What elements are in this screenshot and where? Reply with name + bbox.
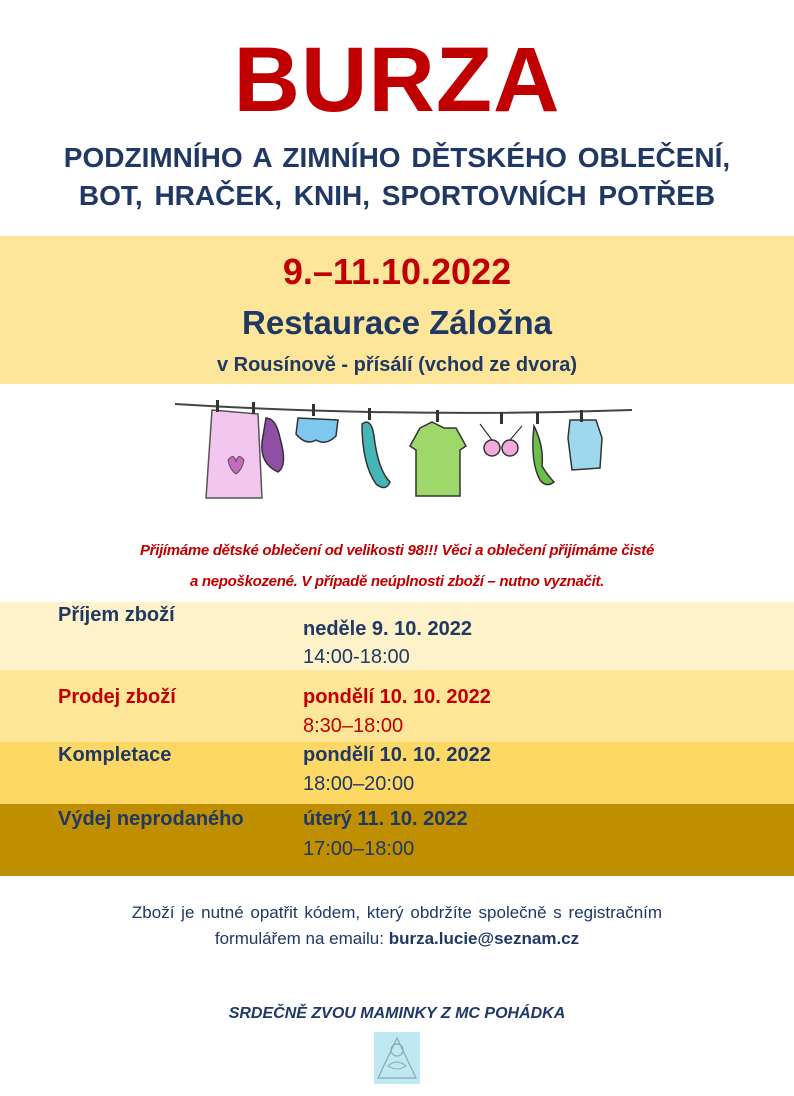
contact-email[interactable]: burza.lucie@seznam.cz xyxy=(388,929,580,948)
schedule-label: Příjem zboží xyxy=(58,604,175,626)
schedule-day: úterý 11. 10. 2022 xyxy=(303,808,468,830)
schedule-day: neděle 9. 10. 2022 xyxy=(303,618,473,640)
schedule-day: pondělí 10. 10. 2022 xyxy=(303,686,491,708)
venue-detail: v Rousínově - přísálí (vchod ze dvora) xyxy=(216,354,578,376)
event-date: 9.–11.10.2022 xyxy=(282,251,512,292)
mc-pohadka-logo-icon xyxy=(374,1032,420,1084)
notice-line-1: Přijímáme dětské oblečení od velikosti 98!!! Věci a oblečení přijímáme čisté xyxy=(139,542,655,559)
footer-text: formulářem na emailu: xyxy=(214,929,389,948)
venue-name: Restaurace Záložna xyxy=(242,304,552,341)
subtitle-line-1: PODZIMNÍHO A ZIMNÍHO DĚTSKÉHO OBLEČENÍ, xyxy=(63,142,731,173)
clothesline-illustration xyxy=(170,388,640,518)
schedule-label: Výdej neprodaného xyxy=(58,808,244,830)
schedule-day: pondělí 10. 10. 2022 xyxy=(303,744,491,766)
footer-line-1: Zboží je nutné opatřit kódem, který obdržíte společně s registračním xyxy=(131,903,663,922)
schedule-row-return xyxy=(0,804,794,876)
schedule-label: Kompletace xyxy=(58,744,172,766)
invitation: SRDEČNĚ ZVOU MAMINKY Z MC POHÁDKA xyxy=(228,1005,566,1022)
poster-title: BURZA xyxy=(233,29,561,131)
schedule-time: 8:30–18:00 xyxy=(303,715,404,737)
schedule-row-intake xyxy=(0,602,794,670)
subtitle-line-2: BOT, HRAČEK, KNIH, SPORTOVNÍCH POTŘEB xyxy=(78,180,716,211)
schedule-time: 17:00–18:00 xyxy=(303,838,415,860)
schedule-time: 18:00–20:00 xyxy=(303,773,415,795)
notice-line-2: a nepoškozené. V případě neúplnosti zboží – nutno vyznačit. xyxy=(189,573,605,590)
schedule-row-completion xyxy=(0,742,794,804)
schedule-time: 14:00-18:00 xyxy=(303,646,410,668)
schedule-row-sale xyxy=(0,670,794,742)
schedule-label: Prodej zboží xyxy=(58,686,176,708)
footer-line-2 xyxy=(0,927,794,951)
